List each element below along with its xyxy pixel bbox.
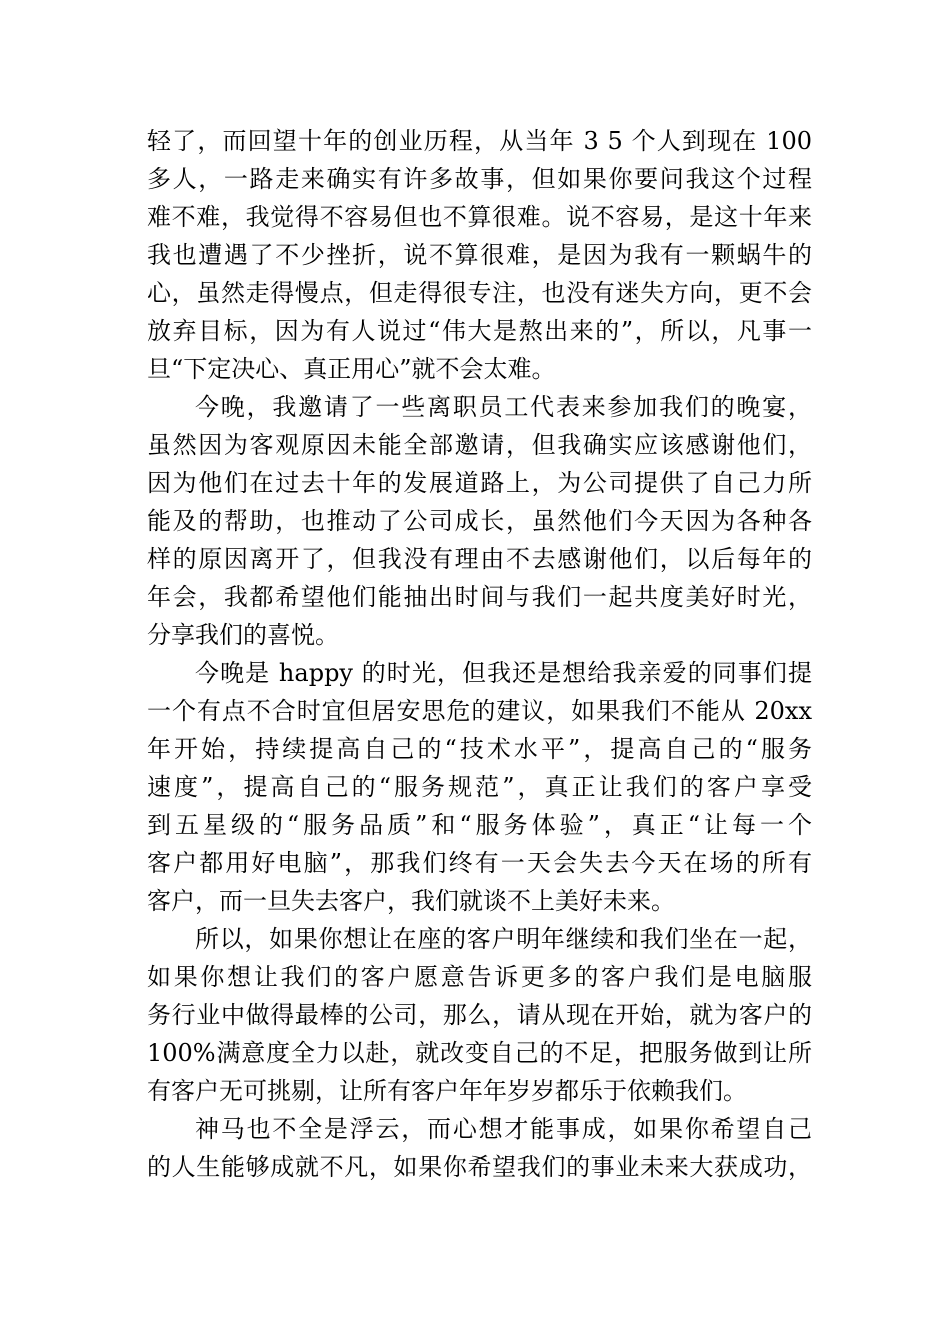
text-line: 神马也不全是浮云，而心想才能事成，如果你希望自己 — [195, 1115, 812, 1143]
text-line: 100%满意度全力以赴，就改变自己的不足，把服务做到让所 — [147, 1039, 812, 1067]
text-line: 一个有点不合时宜但居安思危的建议，如果我们不能从 20xx — [147, 697, 812, 725]
text-line: 放弃目标，因为有人说过“伟大是熬出来的”，所以，凡事一 — [147, 317, 812, 345]
text-line: 心，虽然走得慢点，但走得很专注，也没有迷失方向，更不会 — [147, 279, 812, 307]
text-line: 今晚，我邀请了一些离职员工代表来参加我们的晚宴， — [195, 393, 812, 421]
text-line: 到五星级的“服务品质”和“服务体验”，真正“让每一个 — [147, 811, 812, 839]
text-line: 难不难，我觉得不容易但也不算很难。说不容易，是这十年来 — [147, 203, 812, 231]
paragraph-4 — [147, 920, 812, 1110]
text-line: 轻了，而回望十年的创业历程，从当年 3 5 个人到现在 100 — [147, 127, 812, 155]
text-line: 客户都用好电脑”，那我们终有一天会失去今天在场的所有 — [147, 849, 812, 877]
text-line: 年会，我都希望他们能抽出时间与我们一起共度美好时光， — [147, 583, 812, 611]
text-line: 因为他们在过去十年的发展道路上，为公司提供了自己力所 — [147, 469, 812, 497]
text-line: 多人，一路走来确实有许多故事，但如果你要问我这个过程 — [147, 165, 812, 193]
text-line: 的人生能够成就不凡，如果你希望我们的事业未来大获成功， — [147, 1153, 812, 1181]
text-line: 有客户无可挑剔，让所有客户年年岁岁都乐于依赖我们。 — [147, 1077, 747, 1105]
text-line: 虽然因为客观原因未能全部邀请，但我确实应该感谢他们， — [147, 431, 812, 459]
text-line: 如果你想让我们的客户愿意告诉更多的客户我们是电脑服 — [147, 963, 812, 991]
text-line: 我也遭遇了不少挫折，说不算很难，是因为我有一颗蜗牛的 — [147, 241, 812, 269]
paragraph-2 — [147, 388, 812, 654]
text-line: 旦“下定决心、真正用心”就不会太难。 — [147, 355, 556, 383]
text-line: 分享我们的喜悦。 — [147, 621, 339, 649]
paragraph-1 — [147, 122, 812, 388]
text-line: 客户，而一旦失去客户，我们就谈不上美好未来。 — [147, 887, 675, 915]
paragraph-5 — [147, 1110, 812, 1186]
text-line: 所以，如果你想让在座的客户明年继续和我们坐在一起， — [195, 925, 812, 953]
text-line: 速度”，提高自己的“服务规范”，真正让我们的客户享受 — [147, 773, 812, 801]
paragraph-3 — [147, 654, 812, 920]
text-line: 能及的帮助，也推动了公司成长，虽然他们今天因为各种各 — [147, 507, 812, 535]
text-line: 今晚是 happy 的时光，但我还是想给我亲爱的同事们提 — [195, 659, 812, 687]
text-line: 务行业中做得最棒的公司，那么，请从现在开始，就为客户的 — [147, 1001, 812, 1029]
text-line: 样的原因离开了，但我没有理由不去感谢他们，以后每年的 — [147, 545, 812, 573]
text-line: 年开始，持续提高自己的“技术水平”，提高自己的“服务 — [147, 735, 812, 763]
document-page — [147, 122, 812, 1186]
